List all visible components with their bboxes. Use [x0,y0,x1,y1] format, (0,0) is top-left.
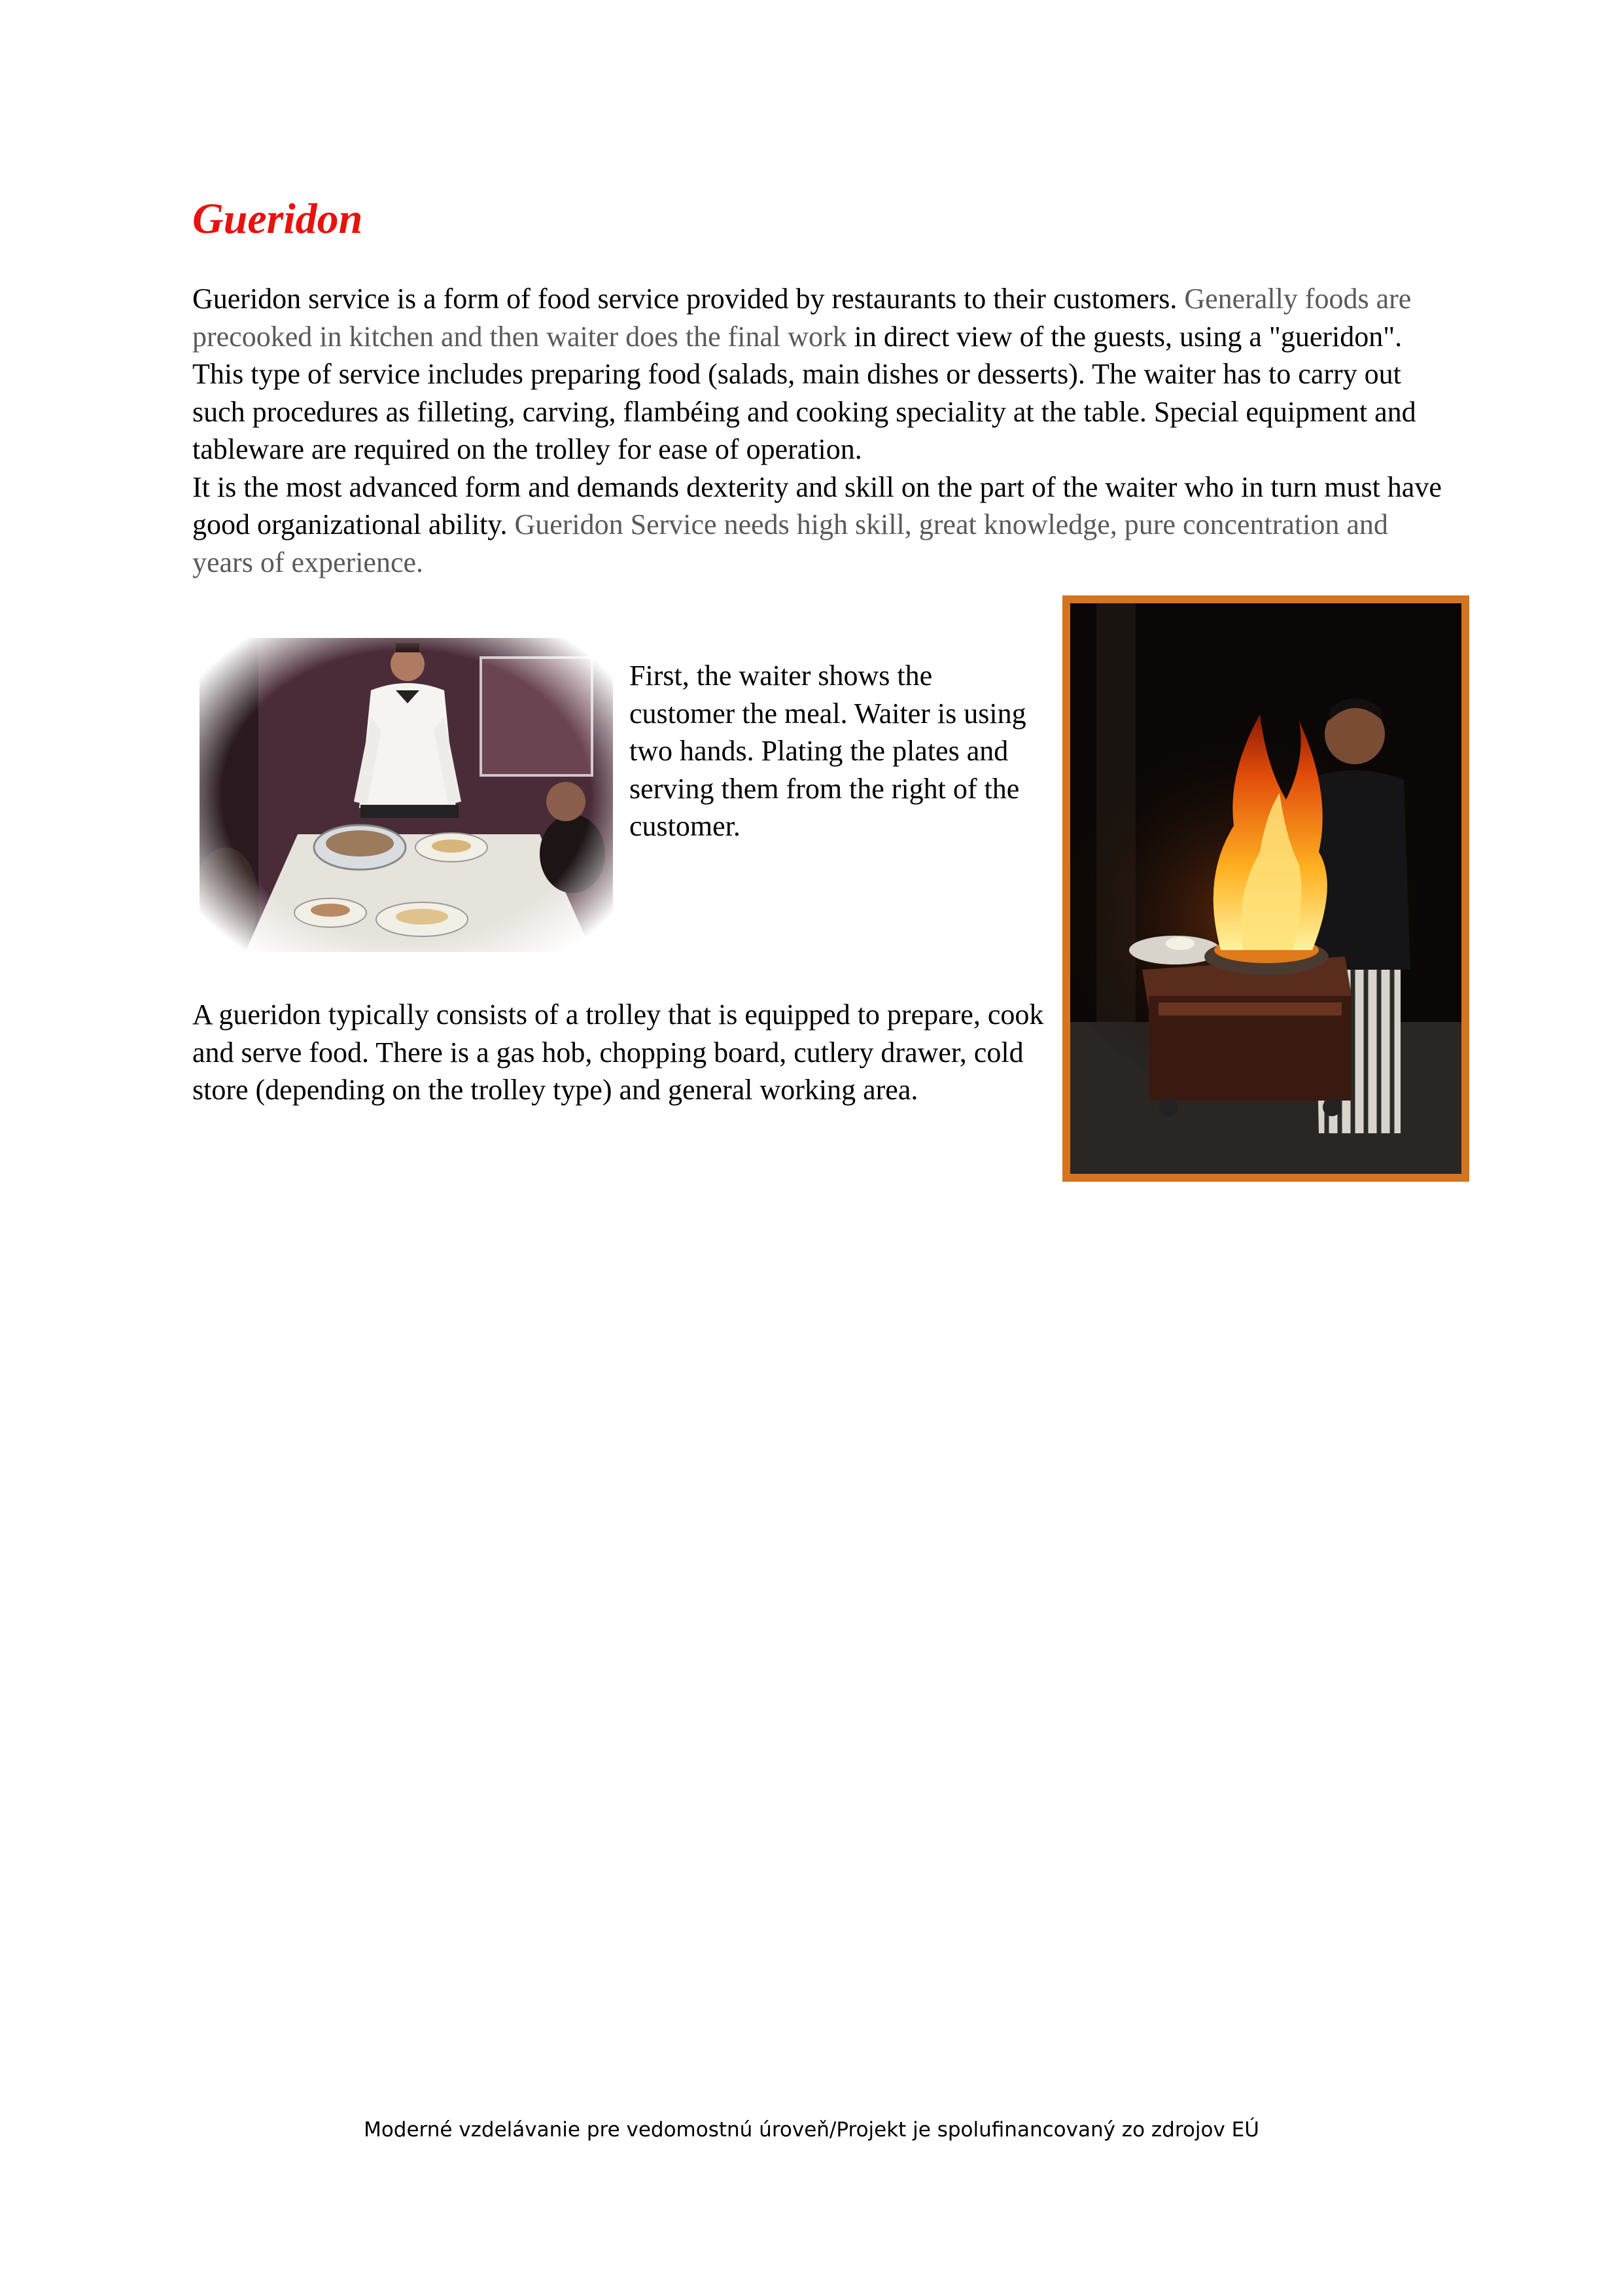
paragraph-1 [192,280,1448,468]
waiter-serving-illustration [200,638,613,952]
paragraph-1-rest: in direct view of the guests, using a "gueridon". This type of service includes preparing food (salads, main dishes or desserts). The waiter has to carry out such procedures as filleting, carving, flambéing and cooking speciality at the table. Special equipment and tableware are required on the trolley for ease of operation. [192,320,1416,465]
flambe-photo [1062,595,1469,1182]
waiter-serving-photo [200,638,613,952]
caption-trolley: A gueridon typically consists of a trolley that is equipped to prepare, cook and serve food. There is a gas hob, chopping board, cutlery drawer, cold store (depending on the trolley type) and general working area. [192,998,1044,1106]
paragraph-1-sentence-1: Gueridon service is a form of food service provided by restaurants to their customers. [192,283,1178,315]
footer-note: Moderné vzdelávanie pre vedomostnú úroveň/Projekt je spolufinancovaný zo zdrojov EÚ [364,2118,1259,2142]
flambe-illustration [1070,603,1461,1174]
paragraph-1-gray-text: Generally foods are precooked in kitchen and then waiter does the final work [192,283,1412,353]
caption-serving: First, the waiter shows the customer the meal. Waiter is using two hands. Plating the plates and serving them from the right of the customer. [629,660,1026,842]
paragraph-2-gray-text: Gueridon Service needs high skill, great knowledge, pure concentration and years of experience. [192,508,1388,578]
paragraph-2-text: It is the most advanced form and demands dexterity and skill on the part of the waiter who in turn must have good organizational ability. [192,470,1442,540]
page-title: Gueridon [192,195,363,243]
paragraph-2 [192,468,1448,582]
intro-text [192,280,1448,581]
